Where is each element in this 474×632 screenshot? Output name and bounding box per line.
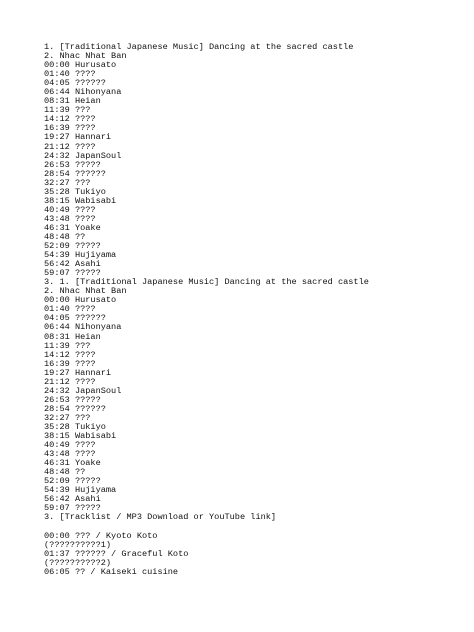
text-line: 04:05 ?????? <box>44 78 106 89</box>
text-line: 59:07 ????? <box>44 503 101 514</box>
text-line: 3. 1. [Traditional Japanese Music] Dancing at the sacred castle <box>44 277 369 288</box>
text-line: 56:42 Asahi <box>44 494 101 505</box>
text-line: 35:28 Tukiyo <box>44 421 106 432</box>
text-line: 08:31 Heian <box>44 96 101 107</box>
text-line: 06:05 ?? / Kaiseki cuisine <box>44 566 179 577</box>
text-line: 14:12 ???? <box>44 114 96 125</box>
text-line: 35:28 Tukiyo <box>44 186 106 197</box>
text-line: 43:48 ???? <box>44 213 96 224</box>
text-line: 46:31 Yoake <box>44 458 101 469</box>
text-line: 01:40 ???? <box>44 69 96 80</box>
text-line: 52:09 ????? <box>44 241 101 252</box>
text-line: 11:39 ??? <box>44 105 91 116</box>
text-line: 43:48 ???? <box>44 449 96 460</box>
text-line: 2. Nhac Nhat Ban <box>44 286 127 297</box>
text-line: 40:49 ???? <box>44 204 96 215</box>
text-line: (??????????2) <box>44 557 112 568</box>
text-line: 08:31 Heian <box>44 331 101 342</box>
text-line: 00:00 Hurusato <box>44 295 117 306</box>
text-line: 2. Nhac Nhat Ban <box>44 51 127 62</box>
text-line: 54:39 Hujiyama <box>44 485 117 496</box>
text-line: (??????????1) <box>44 539 112 550</box>
text-line: 59:07 ????? <box>44 268 101 279</box>
text-line: 32:27 ??? <box>44 177 91 188</box>
text-line: 21:12 ???? <box>44 376 96 387</box>
text-line: 48:48 ?? <box>44 467 86 478</box>
text-line: 3. [Tracklist / MP3 Download or YouTube link] <box>44 512 277 523</box>
text-line: 28:54 ?????? <box>44 403 106 414</box>
text-line: 21:12 ???? <box>44 141 96 152</box>
text-line: 40:49 ???? <box>44 440 96 451</box>
text-line: 56:42 Asahi <box>44 259 101 270</box>
text-line: 11:39 ??? <box>44 340 91 351</box>
text-line: 52:09 ????? <box>44 476 101 487</box>
text-line: 06:44 Nihonyana <box>44 322 122 333</box>
text-line: 38:15 Wabisabi <box>44 431 117 442</box>
text-line: 14:12 ???? <box>44 349 96 360</box>
text-line: 46:31 Yoake <box>44 222 101 233</box>
text-line: 00:00 ??? / Kyoto Koto <box>44 530 158 541</box>
text-line: 1. [Traditional Japanese Music] Dancing at the sacred castle <box>44 42 354 52</box>
text-line: 19:27 Hannari <box>44 367 112 378</box>
text-line: 06:44 Nihonyana <box>44 87 122 98</box>
text-line: 24:32 JapanSoul <box>44 150 122 161</box>
text-line: 26:53 ????? <box>44 159 101 170</box>
text-line: 48:48 ?? <box>44 231 86 242</box>
document-text <box>44 43 369 577</box>
text-line: 16:39 ???? <box>44 358 96 369</box>
text-line: 19:27 Hannari <box>44 132 112 143</box>
text-line: 24:32 JapanSoul <box>44 385 122 396</box>
text-line: 01:37 ?????? / Graceful Koto <box>44 548 189 559</box>
text-line: 16:39 ???? <box>44 123 96 134</box>
text-line: 32:27 ??? <box>44 412 91 423</box>
text-line: 54:39 Hujiyama <box>44 250 117 261</box>
text-line: 38:15 Wabisabi <box>44 195 117 206</box>
text-line: 01:40 ???? <box>44 304 96 315</box>
text-line: 04:05 ?????? <box>44 313 106 324</box>
text-line: 26:53 ????? <box>44 394 101 405</box>
text-line: 00:00 Hurusato <box>44 60 117 71</box>
text-line: 28:54 ?????? <box>44 168 106 179</box>
